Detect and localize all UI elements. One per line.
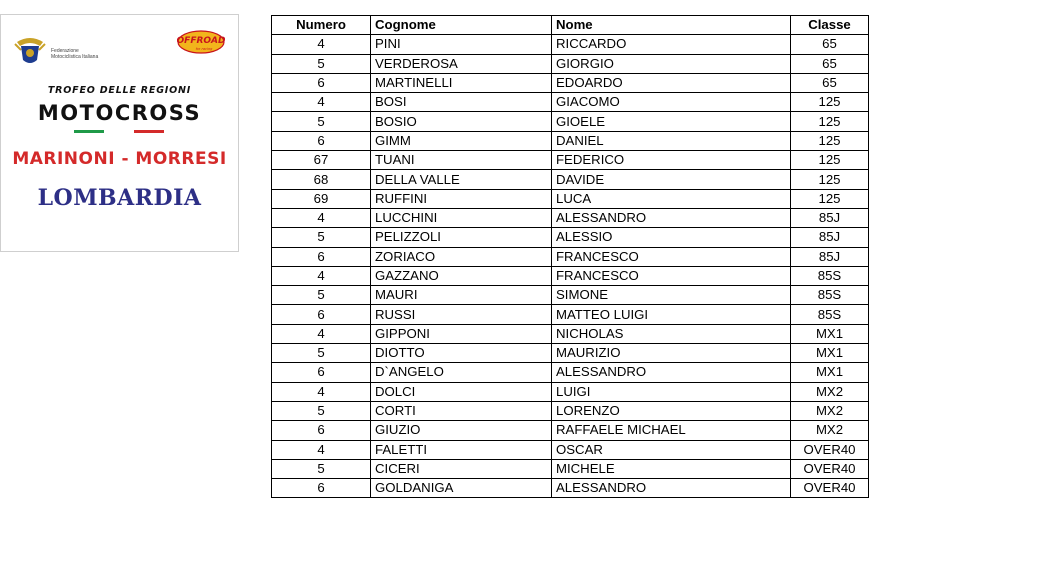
table-row: [272, 131, 869, 150]
table-header-row: [272, 16, 869, 35]
cell-nome: GIORGIO: [552, 54, 791, 73]
cell-classe: 85J: [791, 228, 869, 247]
cell-numero: 5: [272, 112, 371, 131]
table-row: [272, 363, 869, 382]
cell-cognome: BOSIO: [371, 112, 552, 131]
cell-cognome: GAZZANO: [371, 266, 552, 285]
cell-classe: OVER40: [791, 479, 869, 498]
cell-numero: 6: [272, 131, 371, 150]
offroad-sub: for racing: [195, 47, 213, 51]
table-row: [272, 459, 869, 478]
table-row: [272, 228, 869, 247]
fmi-badge-icon: [13, 32, 47, 70]
table-row: [272, 208, 869, 227]
cell-classe: 125: [791, 151, 869, 170]
cell-classe: 85J: [791, 247, 869, 266]
cell-classe: MX1: [791, 324, 869, 343]
cell-numero: 6: [272, 305, 371, 324]
cell-cognome: GIMM: [371, 131, 552, 150]
cell-nome: OSCAR: [552, 440, 791, 459]
cell-nome: LUIGI: [552, 382, 791, 401]
cell-nome: ALESSANDRO: [552, 479, 791, 498]
cell-cognome: BOSI: [371, 93, 552, 112]
cell-cognome: DOLCI: [371, 382, 552, 401]
region-title: LOMBARDIA: [37, 185, 202, 211]
cell-nome: ALESSIO: [552, 228, 791, 247]
table-row: [272, 35, 869, 54]
cell-nome: LORENZO: [552, 401, 791, 420]
cell-cognome: PINI: [371, 35, 552, 54]
cell-nome: DANIEL: [552, 131, 791, 150]
table-row: [272, 305, 869, 324]
table-row: [272, 401, 869, 420]
cell-nome: EDOARDO: [552, 73, 791, 92]
fmi-text: Federazione Motociclistica Italiana: [51, 48, 99, 60]
table-row: [272, 151, 869, 170]
cell-cognome: VERDEROSA: [371, 54, 552, 73]
cell-numero: 67: [272, 151, 371, 170]
table-row: [272, 324, 869, 343]
cell-numero: 4: [272, 440, 371, 459]
cell-classe: OVER40: [791, 440, 869, 459]
cell-classe: 125: [791, 112, 869, 131]
header-nome: Nome: [552, 16, 791, 35]
cell-nome: RAFFAELE MICHAEL: [552, 421, 791, 440]
cell-cognome: CICERI: [371, 459, 552, 478]
cell-numero: 4: [272, 382, 371, 401]
cell-cognome: GIUZIO: [371, 421, 552, 440]
table-row: [272, 479, 869, 498]
trofeo-title: TROFEO DELLE REGIONI: [47, 85, 192, 96]
cell-classe: 65: [791, 73, 869, 92]
cell-numero: 5: [272, 286, 371, 305]
cell-nome: FRANCESCO: [552, 247, 791, 266]
cell-classe: MX1: [791, 363, 869, 382]
table-row: [272, 440, 869, 459]
cell-cognome: FALETTI: [371, 440, 552, 459]
cell-classe: 65: [791, 35, 869, 54]
cell-numero: 4: [272, 208, 371, 227]
cell-nome: NICHOLAS: [552, 324, 791, 343]
cell-cognome: PELIZZOLI: [371, 228, 552, 247]
cell-numero: 4: [272, 35, 371, 54]
event-logo-card: [0, 14, 239, 252]
cell-cognome: MARTINELLI: [371, 73, 552, 92]
cell-nome: SIMONE: [552, 286, 791, 305]
cell-nome: LUCA: [552, 189, 791, 208]
cell-nome: MAURIZIO: [552, 344, 791, 363]
cell-numero: 68: [272, 170, 371, 189]
table-row: [272, 93, 869, 112]
cell-numero: 4: [272, 266, 371, 285]
header-numero: Numero: [272, 16, 371, 35]
table-row: [272, 54, 869, 73]
table-row: [272, 247, 869, 266]
cell-classe: MX1: [791, 344, 869, 363]
table-row: [272, 286, 869, 305]
cell-numero: 5: [272, 54, 371, 73]
cell-cognome: RUFFINI: [371, 189, 552, 208]
cell-nome: FEDERICO: [552, 151, 791, 170]
cell-classe: 125: [791, 93, 869, 112]
cell-cognome: MAURI: [371, 286, 552, 305]
cell-nome: ALESSANDRO: [552, 363, 791, 382]
offroad-text: OFFROAD: [177, 36, 225, 46]
cell-numero: 4: [272, 93, 371, 112]
cell-classe: 125: [791, 170, 869, 189]
trophy-names: MARINONI - MORRESI: [12, 149, 227, 169]
cell-cognome: DIOTTO: [371, 344, 552, 363]
cell-cognome: D`ANGELO: [371, 363, 552, 382]
entries-table-container: [271, 15, 869, 498]
cell-numero: 69: [272, 189, 371, 208]
cell-numero: 6: [272, 247, 371, 266]
header-cognome: Cognome: [371, 16, 552, 35]
cell-numero: 6: [272, 421, 371, 440]
cell-classe: 85J: [791, 208, 869, 227]
cell-classe: 125: [791, 131, 869, 150]
cell-cognome: CORTI: [371, 401, 552, 420]
cell-nome: FRANCESCO: [552, 266, 791, 285]
cell-classe: MX2: [791, 382, 869, 401]
cell-classe: 125: [791, 189, 869, 208]
cell-nome: GIACOMO: [552, 93, 791, 112]
cell-classe: OVER40: [791, 459, 869, 478]
fmi-logo: [13, 32, 103, 72]
table-row: [272, 170, 869, 189]
cell-classe: MX2: [791, 401, 869, 420]
offroad-logo: [177, 29, 225, 55]
cell-cognome: DELLA VALLE: [371, 170, 552, 189]
table-row: [272, 189, 869, 208]
cell-nome: MATTEO LUIGI: [552, 305, 791, 324]
cell-numero: 5: [272, 344, 371, 363]
cell-nome: RICCARDO: [552, 35, 791, 54]
header-classe: Classe: [791, 16, 869, 35]
motocross-title: MOTOCROSS: [37, 101, 202, 125]
cell-numero: 6: [272, 363, 371, 382]
cell-cognome: LUCCHINI: [371, 208, 552, 227]
cell-numero: 5: [272, 401, 371, 420]
cell-nome: ALESSANDRO: [552, 208, 791, 227]
cell-numero: 6: [272, 479, 371, 498]
cell-nome: DAVIDE: [552, 170, 791, 189]
cell-classe: 65: [791, 54, 869, 73]
cell-cognome: ZORIACO: [371, 247, 552, 266]
table-row: [272, 266, 869, 285]
cell-cognome: RUSSI: [371, 305, 552, 324]
table-row: [272, 382, 869, 401]
table-row: [272, 344, 869, 363]
table-row: [272, 112, 869, 131]
cell-cognome: GOLDANIGA: [371, 479, 552, 498]
entries-table: [271, 15, 869, 498]
table-row: [272, 421, 869, 440]
cell-classe: MX2: [791, 421, 869, 440]
cell-classe: 85S: [791, 286, 869, 305]
cell-numero: 5: [272, 228, 371, 247]
table-row: [272, 73, 869, 92]
cell-classe: 85S: [791, 266, 869, 285]
cell-nome: MICHELE: [552, 459, 791, 478]
cell-numero: 4: [272, 324, 371, 343]
italian-flag-stripe: [74, 130, 164, 133]
cell-cognome: TUANI: [371, 151, 552, 170]
cell-cognome: GIPPONI: [371, 324, 552, 343]
cell-numero: 5: [272, 459, 371, 478]
cell-classe: 85S: [791, 305, 869, 324]
cell-nome: GIOELE: [552, 112, 791, 131]
cell-numero: 6: [272, 73, 371, 92]
